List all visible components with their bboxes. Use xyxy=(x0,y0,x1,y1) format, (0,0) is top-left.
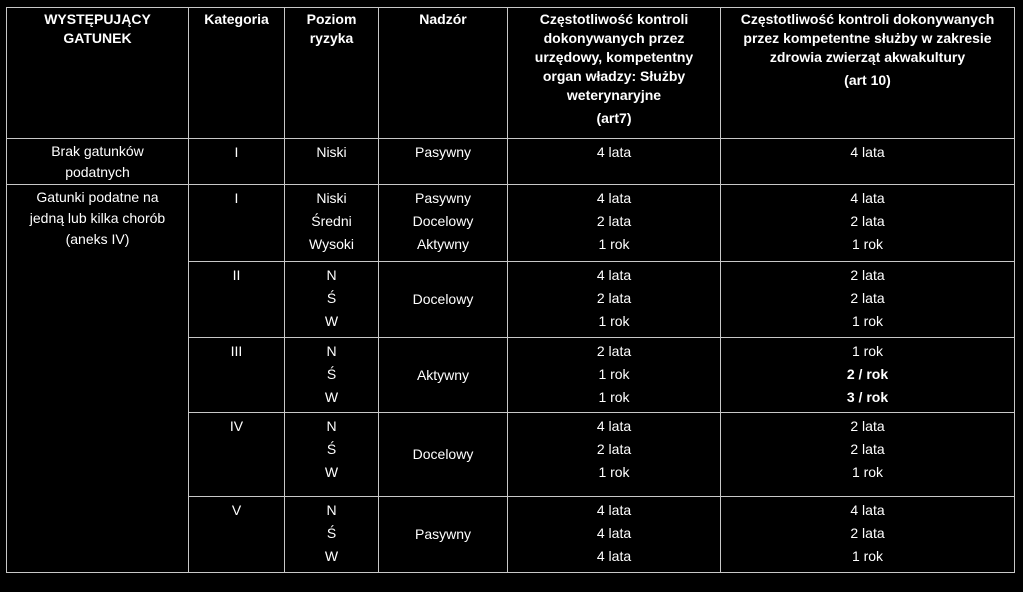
risk-cell xyxy=(285,262,379,338)
supervision-cell: Aktywny xyxy=(379,338,508,413)
freq-value: 1 rok xyxy=(598,389,630,405)
freq-value: 1 rok xyxy=(598,464,630,480)
freq-value: 1 rok xyxy=(851,313,884,329)
risk-value: W xyxy=(324,464,339,480)
risk-value: N xyxy=(326,343,337,359)
freq-value: 2 lata xyxy=(850,213,885,229)
freq-value: 2 lata xyxy=(850,290,885,306)
header-species xyxy=(7,8,189,139)
species-line: (aneks IV) xyxy=(65,231,130,247)
table-row xyxy=(7,185,1015,262)
risk-value: Ś xyxy=(326,290,337,306)
freq-value: 1 rok xyxy=(851,236,884,252)
freq-value: 1 rok xyxy=(598,236,630,252)
freq-value: 4 lata xyxy=(596,525,632,541)
category-cell: II xyxy=(189,262,285,338)
species-line: jedną lub kilka chorób xyxy=(29,210,166,226)
freq-value: 2 lata xyxy=(596,290,632,306)
header-species-line: GATUNEK xyxy=(63,30,132,46)
species-cell xyxy=(7,139,189,185)
freq-aqua-cell: 4 lata xyxy=(721,139,1015,185)
header-freq-official-line: weterynaryjne xyxy=(566,87,662,103)
inspection-frequency-table xyxy=(6,7,1015,573)
freq-value: 3 / rok xyxy=(846,389,889,405)
risk-value: W xyxy=(324,548,339,564)
freq-value: 4 lata xyxy=(596,267,632,283)
freq-official-cell xyxy=(508,338,721,413)
header-supervision xyxy=(379,8,508,139)
freq-value: 2 lata xyxy=(596,441,632,457)
risk-value: Średni xyxy=(311,213,352,229)
freq-value: 4 lata xyxy=(596,418,632,434)
freq-value: 4 lata xyxy=(850,190,885,206)
supervision-cell: Docelowy xyxy=(379,262,508,338)
supervision-cell: Pasywny xyxy=(379,497,508,573)
supervision-cell: Docelowy xyxy=(379,413,508,497)
header-freq-official-line: Częstotliwość kontroli xyxy=(539,11,689,27)
risk-value: W xyxy=(324,389,339,405)
risk-value: N xyxy=(326,418,337,434)
freq-value: 4 lata xyxy=(596,548,632,564)
header-freq-official-line: urzędowy, kompetentny xyxy=(534,49,694,65)
supervision-value: Aktywny xyxy=(416,236,470,252)
freq-official-cell xyxy=(508,185,721,262)
freq-official-cell xyxy=(508,262,721,338)
risk-value: N xyxy=(326,502,337,518)
risk-value: Ś xyxy=(326,366,337,382)
species-line: podatnych xyxy=(65,164,130,180)
species-line: Gatunki podatne na xyxy=(36,189,159,205)
freq-value: 4 lata xyxy=(596,190,632,206)
risk-cell xyxy=(285,185,379,262)
header-freq-aqua-art: (art 10) xyxy=(844,72,891,88)
header-species-line: WYSTĘPUJĄCY xyxy=(44,11,151,27)
freq-value: 1 rok xyxy=(598,366,630,382)
header-freq-official xyxy=(508,8,721,139)
species-line: Brak gatunków xyxy=(51,143,144,159)
freq-value: 4 lata xyxy=(596,502,632,518)
category-cell: I xyxy=(189,139,285,185)
freq-value: 2 lata xyxy=(596,343,632,359)
header-freq-aqua-line: Częstotliwość kontroli dokonywanych xyxy=(740,11,995,27)
risk-cell xyxy=(285,338,379,413)
freq-value: 4 lata xyxy=(850,502,885,518)
freq-value: 2 lata xyxy=(850,267,885,283)
supervision-value: Pasywny xyxy=(414,190,472,206)
category-cell: IV xyxy=(189,413,285,497)
freq-aqua-cell xyxy=(721,185,1015,262)
risk-value: N xyxy=(326,267,337,283)
risk-value: Wysoki xyxy=(309,236,354,252)
risk-cell: Niski xyxy=(285,139,379,185)
freq-value: 1 rok xyxy=(851,548,884,564)
header-freq-official-line: organ władzy: Służby xyxy=(542,68,686,84)
header-freq-aqua-line: zdrowia zwierząt akwakultury xyxy=(769,49,966,65)
header-freq-aqua xyxy=(721,8,1015,139)
risk-value: Niski xyxy=(316,190,347,206)
freq-value: 2 / rok xyxy=(846,366,889,382)
supervision-cell: Pasywny xyxy=(379,139,508,185)
freq-aqua-cell xyxy=(721,413,1015,497)
freq-aqua-cell xyxy=(721,262,1015,338)
freq-value: 2 lata xyxy=(596,213,632,229)
freq-official-cell: 4 lata xyxy=(508,139,721,185)
category-cell: III xyxy=(189,338,285,413)
header-category-label: Kategoria xyxy=(204,11,269,27)
freq-official-cell xyxy=(508,413,721,497)
supervision-value: Docelowy xyxy=(412,213,474,229)
freq-official-cell xyxy=(508,497,721,573)
risk-cell xyxy=(285,497,379,573)
risk-value: Ś xyxy=(326,441,337,457)
header-category xyxy=(189,8,285,139)
header-freq-aqua-line: przez kompetentne służby w zakresie xyxy=(743,30,992,46)
freq-value: 1 rok xyxy=(598,313,630,329)
freq-value: 2 lata xyxy=(850,418,885,434)
freq-value: 2 lata xyxy=(850,441,885,457)
header-risk xyxy=(285,8,379,139)
risk-cell xyxy=(285,413,379,497)
header-risk-line: Poziom xyxy=(306,11,357,27)
category-cell: I xyxy=(189,185,285,262)
header-freq-official-line: dokonywanych przez xyxy=(543,30,685,46)
species-cell xyxy=(7,185,189,573)
table-row xyxy=(7,139,1015,185)
freq-value: 1 rok xyxy=(851,343,884,359)
freq-aqua-cell xyxy=(721,338,1015,413)
supervision-cell xyxy=(379,185,508,262)
freq-aqua-cell xyxy=(721,497,1015,573)
risk-value: Ś xyxy=(326,525,337,541)
header-freq-official-art: (art7) xyxy=(596,110,632,126)
category-cell: V xyxy=(189,497,285,573)
risk-value: W xyxy=(324,313,339,329)
header-supervision-label: Nadzór xyxy=(419,11,467,27)
freq-value: 1 rok xyxy=(851,464,884,480)
header-risk-line: ryzyka xyxy=(309,30,354,46)
header-row xyxy=(7,8,1015,139)
freq-value: 2 lata xyxy=(850,525,885,541)
